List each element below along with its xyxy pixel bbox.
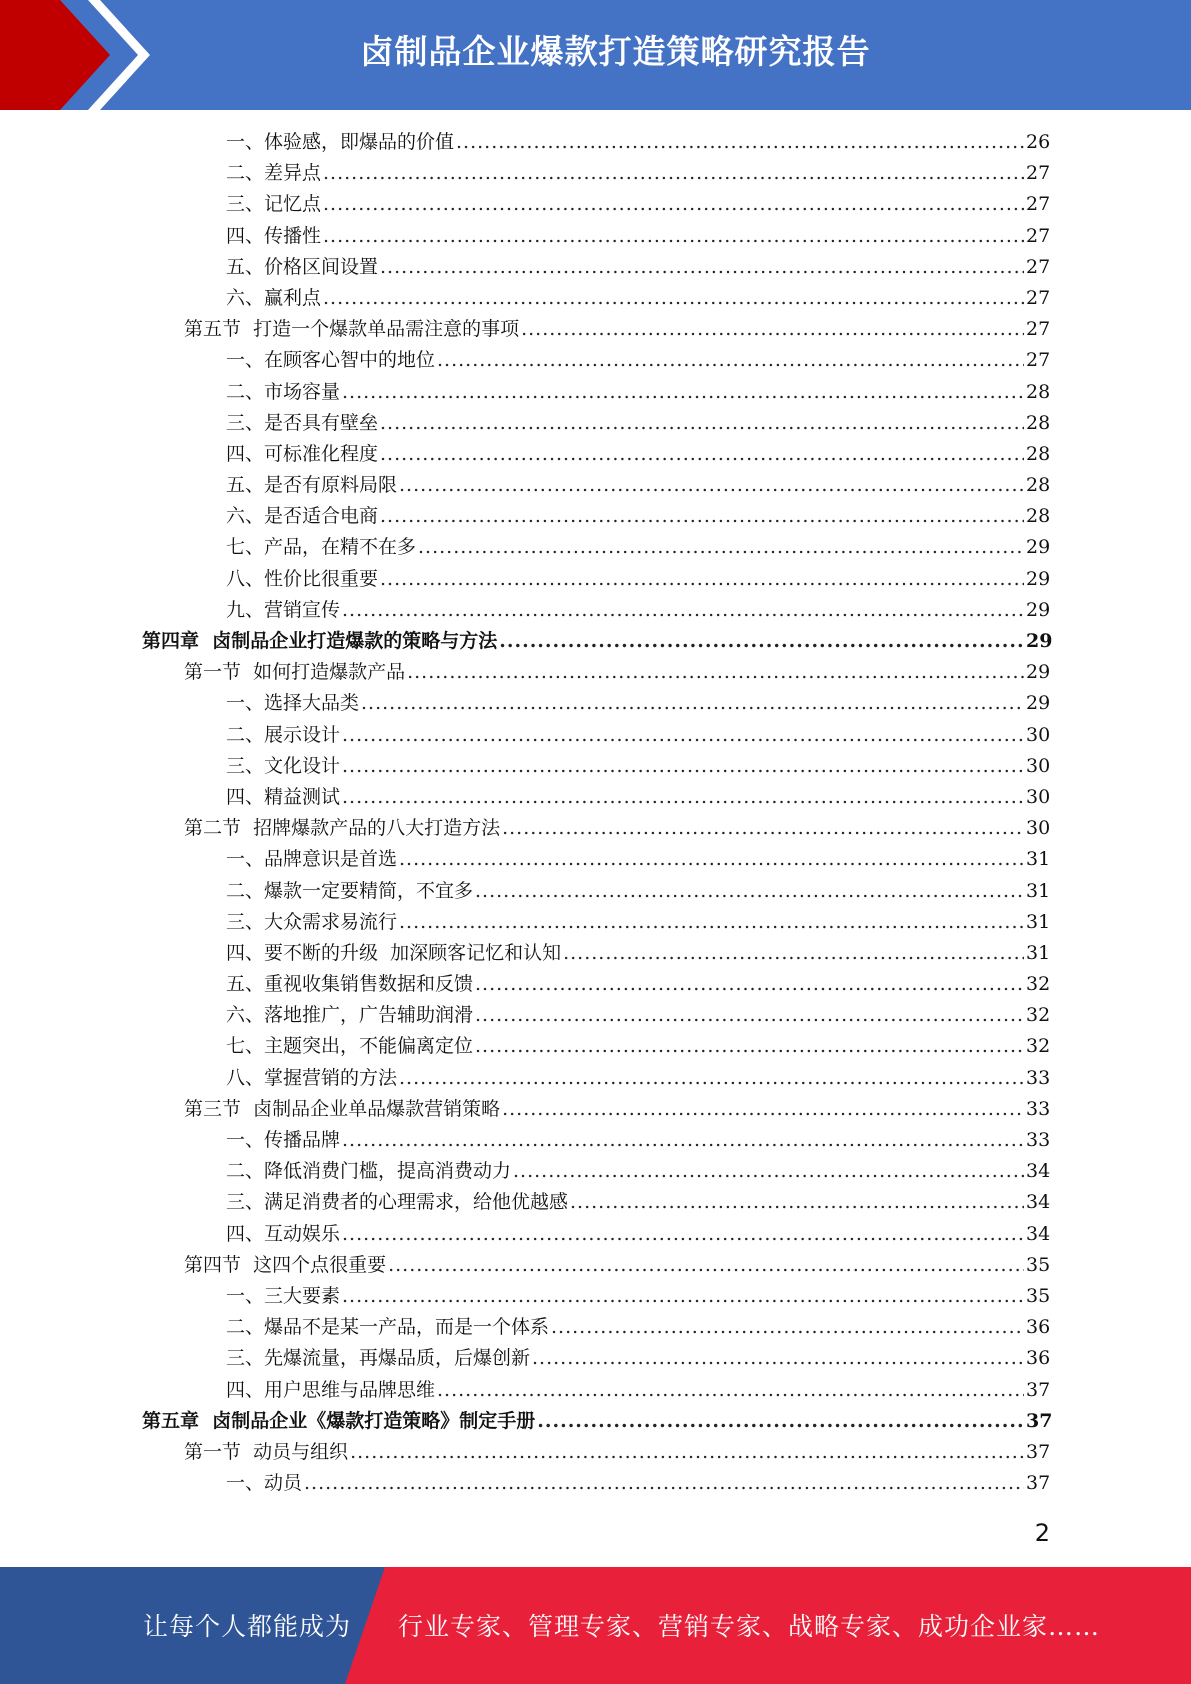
toc-entry-label: 五、价格区间设置	[226, 255, 379, 278]
toc-entry[interactable]	[0, 1219, 1191, 1250]
toc-leader-dots	[342, 1281, 1024, 1312]
toc-entry-page: 29	[1026, 692, 1051, 715]
toc-entry-page: 27	[1026, 349, 1051, 372]
toc-entry-page: 27	[1026, 286, 1051, 309]
toc-leader-dots	[342, 1125, 1024, 1156]
footer-tagline: 行业专家、管理专家、营销专家、战略专家、成功企业家……	[398, 1612, 1101, 1641]
toc-leader-dots	[407, 657, 1024, 688]
toc-entry[interactable]	[0, 938, 1191, 969]
toc-entry-label: 七、产品，在精不在多	[226, 536, 417, 559]
toc-entry-label: 第一节 如何打造爆款产品	[184, 661, 406, 684]
toc-entry-label: 二、展示设计	[226, 723, 341, 746]
toc-leader-dots	[437, 345, 1024, 376]
toc-entry[interactable]	[0, 314, 1191, 345]
toc-entry-label: 一、三大要素	[226, 1284, 341, 1307]
toc-leader-dots	[532, 1343, 1024, 1374]
toc-entry[interactable]	[0, 127, 1191, 158]
toc-entry[interactable]	[0, 377, 1191, 408]
toc-entry[interactable]	[0, 688, 1191, 719]
toc-entry[interactable]	[0, 532, 1191, 563]
toc-entry-label: 六、赢利点	[226, 286, 322, 309]
toc-leader-dots	[563, 938, 1024, 969]
toc-leader-dots	[513, 1156, 1024, 1187]
footer-slogan: 让每个人都能成为	[143, 1612, 352, 1641]
toc-entry-page: 32	[1026, 973, 1051, 996]
toc-entry-label: 五、重视收集销售数据和反馈	[226, 973, 474, 996]
toc-entry[interactable]	[0, 1312, 1191, 1343]
toc-entry-page: 29	[1026, 630, 1053, 652]
toc-leader-dots	[551, 1312, 1024, 1343]
toc-leader-dots	[502, 813, 1024, 844]
toc-entry-page: 31	[1026, 848, 1051, 871]
toc-entry[interactable]	[0, 1000, 1191, 1031]
toc-entry-label: 一、传播品牌	[226, 1129, 341, 1151]
toc-entry-page: 30	[1026, 785, 1051, 808]
toc-entry[interactable]	[0, 844, 1191, 875]
toc-entry[interactable]	[0, 1437, 1191, 1468]
toc-leader-dots	[570, 1187, 1024, 1218]
toc-leader-dots	[399, 470, 1024, 501]
toc-entry-label: 四、用户思维与品牌思维	[226, 1378, 436, 1401]
toc-leader-dots	[342, 720, 1024, 751]
toc-leader-dots	[380, 501, 1024, 532]
toc-entry-label: 一、在顾客心智中的地位	[226, 349, 436, 372]
toc-entry[interactable]	[0, 751, 1191, 782]
toc-entry-label: 八、掌握营销的方法	[226, 1066, 398, 1089]
toc-entry-label: 八、性价比很重要	[226, 567, 379, 590]
toc-entry-page: 33	[1026, 1066, 1051, 1089]
toc-entry[interactable]	[0, 470, 1191, 501]
toc-entry[interactable]	[0, 252, 1191, 283]
toc-leader-dots	[399, 1063, 1024, 1094]
toc-entry[interactable]	[0, 626, 1191, 657]
toc-leader-dots	[499, 626, 1024, 657]
toc-entry[interactable]	[0, 1125, 1191, 1156]
toc-leader-dots	[323, 221, 1024, 252]
toc-entry-label: 二、爆款一定要精简，不宜多	[226, 879, 474, 902]
toc-entry-label: 三、满足消费者的心理需求，给他优越感	[226, 1191, 569, 1214]
toc-entry-label: 四、可标准化程度	[226, 442, 379, 465]
toc-entry[interactable]	[0, 657, 1191, 688]
page-header	[0, 0, 1191, 110]
toc-leader-dots	[475, 969, 1024, 1000]
toc-leader-dots	[418, 532, 1024, 563]
toc-entry-label: 一、体验感，即爆品的价值	[226, 131, 455, 153]
toc-entry-page: 30	[1026, 723, 1051, 746]
toc-entry-label: 六、是否适合电商	[226, 505, 379, 528]
toc-entry-label: 第三节 卤制品企业单品爆款营销策略	[184, 1097, 501, 1120]
toc-leader-dots	[323, 189, 1024, 220]
toc-entry-label: 第一节 动员与组织	[184, 1440, 349, 1463]
toc-leader-dots	[475, 1031, 1024, 1062]
toc-entry-page: 26	[1026, 131, 1051, 153]
toc-entry[interactable]	[0, 1406, 1191, 1437]
toc-leader-dots	[323, 283, 1024, 314]
page-number: 2	[1034, 1519, 1050, 1547]
toc-entry[interactable]	[0, 408, 1191, 439]
toc-entry[interactable]	[0, 907, 1191, 938]
toc-leader-dots	[304, 1468, 1024, 1499]
toc-entry[interactable]	[0, 345, 1191, 376]
toc-entry-page: 34	[1026, 1222, 1051, 1245]
toc-entry-page: 29	[1026, 598, 1051, 621]
toc-entry[interactable]	[0, 876, 1191, 907]
toc-entry[interactable]	[0, 720, 1191, 751]
toc-entry-label: 五、是否有原料局限	[226, 474, 398, 497]
toc-entry-label: 四、要不断的升级 加深顾客记忆和认知	[226, 941, 562, 964]
toc-entry-label: 一、选择大品类	[226, 692, 360, 715]
toc-entry-label: 第五节 打造一个爆款单品需注意的事项	[184, 318, 520, 341]
toc-entry-page: 35	[1026, 1284, 1051, 1307]
toc-entry[interactable]	[0, 1375, 1191, 1406]
toc-entry-page: 37	[1026, 1472, 1051, 1495]
toc-entry-page: 31	[1026, 879, 1051, 902]
toc-entry-page: 28	[1026, 442, 1051, 465]
toc-entry[interactable]	[0, 1031, 1191, 1062]
toc-entry-label: 七、主题突出，不能偏离定位	[226, 1035, 474, 1058]
toc-entry-label: 四、互动娱乐	[226, 1222, 341, 1245]
toc-entry[interactable]	[0, 813, 1191, 844]
toc-leader-dots	[502, 1094, 1024, 1125]
toc-entry-label: 二、爆品不是某一产品，而是一个体系	[226, 1316, 550, 1339]
toc-entry-page: 27	[1026, 255, 1051, 278]
toc-leader-dots	[380, 408, 1024, 439]
toc-entry-page: 28	[1026, 505, 1051, 528]
toc-entry-page: 27	[1026, 193, 1051, 216]
toc-entry-label: 二、降低消费门槛，提高消费动力	[226, 1160, 512, 1183]
toc-entry-page: 34	[1026, 1191, 1051, 1214]
toc-entry[interactable]	[0, 501, 1191, 532]
toc-entry[interactable]	[0, 564, 1191, 595]
toc-entry-label: 一、品牌意识是首选	[226, 848, 398, 871]
toc-entry-label: 二、市场容量	[226, 380, 341, 403]
toc-entry-page: 28	[1026, 380, 1051, 403]
toc-leader-dots	[456, 127, 1024, 158]
toc-entry[interactable]	[0, 221, 1191, 252]
toc-entry-label: 九、营销宣传	[226, 598, 341, 621]
toc-entry-page: 28	[1026, 411, 1051, 434]
toc-entry-page: 27	[1026, 224, 1051, 247]
toc-leader-dots	[323, 158, 1024, 189]
toc-leader-dots	[475, 876, 1024, 907]
toc-leader-dots	[537, 1406, 1024, 1437]
toc-leader-dots	[361, 688, 1024, 719]
toc-entry[interactable]	[0, 1094, 1191, 1125]
toc-entry[interactable]	[0, 1468, 1191, 1499]
toc-entry[interactable]	[0, 1063, 1191, 1094]
toc-leader-dots	[350, 1437, 1024, 1468]
toc-leader-dots	[342, 782, 1024, 813]
toc-leader-dots	[380, 439, 1024, 470]
toc-leader-dots	[342, 377, 1024, 408]
toc-leader-dots	[380, 564, 1024, 595]
toc-entry-page: 32	[1026, 1035, 1051, 1058]
toc-entry-label: 三、记忆点	[226, 193, 322, 216]
toc-entry-label: 二、差异点	[226, 162, 322, 185]
toc-entry-page: 34	[1026, 1160, 1051, 1183]
toc-entry-page: 31	[1026, 941, 1051, 964]
toc-entry-page: 29	[1026, 567, 1051, 590]
page-footer	[0, 1567, 1191, 1684]
toc-entry-label: 三、是否具有壁垒	[226, 411, 379, 434]
toc-entry-page: 37	[1026, 1440, 1051, 1463]
toc-entry-label: 三、文化设计	[226, 754, 341, 777]
toc-leader-dots	[388, 1250, 1024, 1281]
toc-entry-page: 29	[1026, 536, 1051, 559]
toc-entry[interactable]	[0, 439, 1191, 470]
toc-entry-label: 四、传播性	[226, 224, 322, 247]
toc-entry-page: 27	[1026, 318, 1051, 341]
toc-entry-page: 37	[1026, 1409, 1053, 1432]
toc-entry-page: 30	[1026, 817, 1051, 840]
toc-leader-dots	[380, 252, 1024, 283]
toc-entry-label: 三、大众需求易流行	[226, 910, 398, 933]
toc-entry-page: 29	[1026, 661, 1051, 684]
toc-entry-page: 33	[1026, 1097, 1051, 1120]
toc-leader-dots	[399, 844, 1024, 875]
toc-entry[interactable]	[0, 1156, 1191, 1187]
toc-entry[interactable]	[0, 1343, 1191, 1374]
toc-entry-page: 27	[1026, 162, 1051, 185]
toc-entry[interactable]	[0, 1281, 1191, 1312]
toc-entry[interactable]	[0, 189, 1191, 220]
toc-entry-label: 第五章 卤制品企业《爆款打造策略》制定手册	[142, 1409, 536, 1432]
toc-entry-label: 三、先爆流量，再爆品质，后爆创新	[226, 1347, 531, 1370]
toc-entry-page: 35	[1026, 1253, 1051, 1276]
toc-entry-page: 36	[1026, 1347, 1051, 1370]
toc-entry[interactable]	[0, 969, 1191, 1000]
table-of-contents	[0, 127, 1191, 1499]
toc-entry-page: 30	[1026, 754, 1051, 777]
toc-leader-dots	[437, 1375, 1024, 1406]
toc-entry-label: 第二节 招牌爆款产品的八大打造方法	[184, 817, 501, 840]
toc-entry[interactable]	[0, 1250, 1191, 1281]
toc-entry-label: 六、落地推广，广告辅助润滑	[226, 1004, 474, 1027]
toc-leader-dots	[475, 1000, 1024, 1031]
toc-entry-page: 31	[1026, 910, 1051, 933]
toc-leader-dots	[342, 1219, 1024, 1250]
toc-entry-label: 四、精益测试	[226, 785, 341, 808]
report-title: 卤制品企业爆款打造策略研究报告	[360, 32, 871, 71]
toc-leader-dots	[399, 907, 1024, 938]
toc-entry-page: 36	[1026, 1316, 1051, 1339]
toc-entry[interactable]	[0, 1187, 1191, 1218]
toc-entry[interactable]	[0, 158, 1191, 189]
toc-leader-dots	[342, 595, 1024, 626]
toc-leader-dots	[342, 751, 1024, 782]
toc-entry-page: 33	[1026, 1129, 1051, 1151]
toc-leader-dots	[521, 314, 1024, 345]
toc-entry[interactable]	[0, 283, 1191, 314]
toc-entry-label: 第四章 卤制品企业打造爆款的策略与方法	[142, 630, 498, 652]
toc-entry-label: 第四节 这四个点很重要	[184, 1253, 387, 1276]
toc-entry-page: 28	[1026, 474, 1051, 497]
toc-entry-page: 32	[1026, 1004, 1051, 1027]
toc-entry[interactable]	[0, 782, 1191, 813]
toc-entry-page: 37	[1026, 1378, 1051, 1401]
toc-entry[interactable]	[0, 595, 1191, 626]
toc-entry-label: 一、动员	[226, 1472, 303, 1495]
